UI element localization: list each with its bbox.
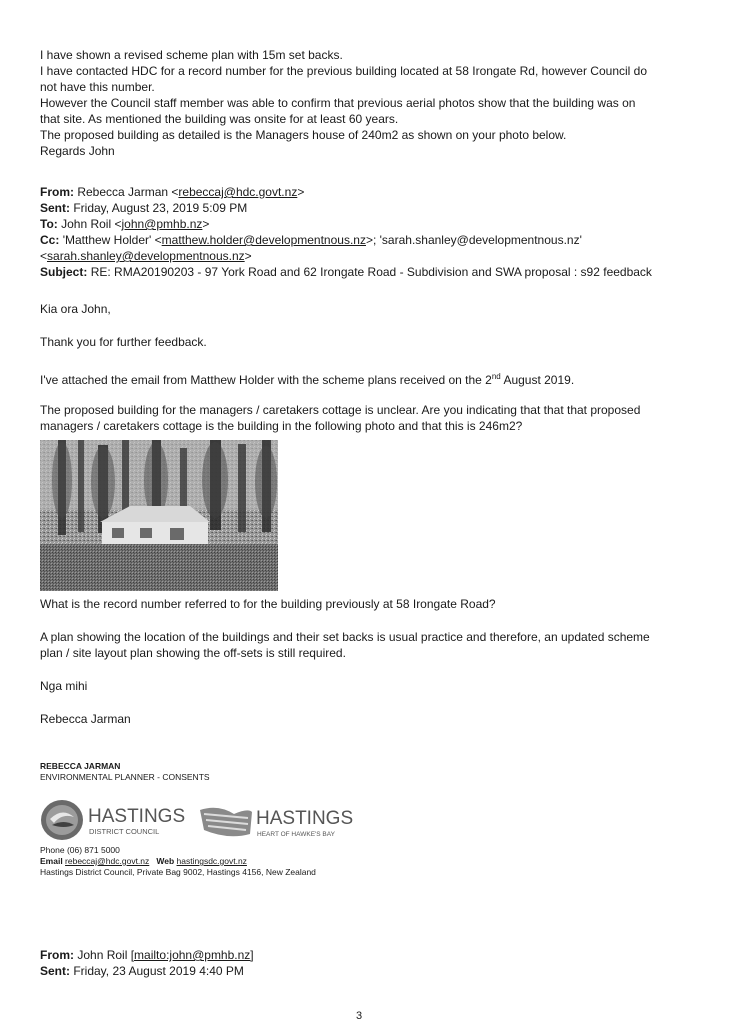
header-from xyxy=(40,185,304,200)
logo1-main-text: HASTINGS xyxy=(88,806,186,827)
header2-mailto-link[interactable]: [mailto:john@pmhb.nz] xyxy=(130,948,254,962)
to-email-link[interactable]: john@pmhb.nz xyxy=(121,217,203,231)
hastings-district-council-logo xyxy=(40,795,190,845)
signature-phone: Phone (06) 871 5000 xyxy=(40,845,120,855)
building-photo xyxy=(40,440,278,591)
reply-line-1: I have shown a revised scheme plan with 15m set backs. xyxy=(40,48,343,62)
signature-title: ENVIRONMENTAL PLANNER - CONSENTS xyxy=(40,772,210,782)
cc-name-1: 'Matthew Holder' < xyxy=(62,233,162,247)
from-name: Rebecca Jarman < xyxy=(77,185,179,199)
signature-contact xyxy=(40,856,247,866)
cc-mid: >; 'sarah.shanley@developmentnous.nz' xyxy=(365,233,582,247)
closing: Nga mihi xyxy=(40,679,88,693)
header-sent xyxy=(40,201,247,216)
to-label: To: xyxy=(40,217,58,231)
reply-line-5: that site. As mentioned the building was onsite for at least 60 years. xyxy=(40,112,399,126)
to-close: > xyxy=(202,217,210,231)
hastings-heart-logo-mark xyxy=(198,800,358,844)
reply-line-3: not have this number. xyxy=(40,80,155,94)
cc-email-link-1[interactable]: matthew.holder@developmentnous.nz xyxy=(161,233,366,247)
header2-from-name: John Roil xyxy=(77,948,131,962)
signer-name: Rebecca Jarman xyxy=(40,712,131,726)
building-photo-image xyxy=(40,440,278,591)
greeting: Kia ora John, xyxy=(40,302,111,316)
reply-line-7: Regards John xyxy=(40,144,115,158)
subject-value: RE: RMA20190203 - 97 York Road and 62 Irongate Road - Subdivision and SWA proposal : s92 feedback xyxy=(90,265,652,279)
question-line-2: managers / caretakers cottage is the building in the following photo and that this is 246m2? xyxy=(40,419,523,433)
from-close: > xyxy=(297,185,305,199)
header2-sent xyxy=(40,964,244,979)
signature-email-link[interactable]: rebeccaj@hdc.govt.nz xyxy=(65,856,150,866)
question-line-1: The proposed building for the managers / caretakers cottage is unclear. Are you indicating that that that proposed xyxy=(40,403,641,417)
header2-sent-value: Friday, 23 August 2019 4:40 PM xyxy=(73,964,244,978)
web-label: Web xyxy=(149,856,177,866)
header2-from xyxy=(40,948,254,963)
logo2-main-text: HASTINGS xyxy=(256,808,354,829)
cc-label: Cc: xyxy=(40,233,60,247)
page-number: 3 xyxy=(356,1010,363,1022)
reply-line-6: The proposed building as detailed is the Managers house of 240m2 as shown on your photo below. xyxy=(40,128,567,142)
header-to xyxy=(40,217,209,232)
attached-pre: I've attached the email from Matthew Holder with the scheme plans received on the 2 xyxy=(40,373,492,387)
cc-open-2: < xyxy=(40,249,48,263)
reply-line-4: However the Council staff member was able to confirm that previous aerial photos show that the building was on xyxy=(40,96,636,110)
email-label: Email xyxy=(40,856,66,866)
sent-value: Friday, August 23, 2019 5:09 PM xyxy=(73,201,248,215)
plan-line-2: plan / site layout plan showing the off-sets is still required. xyxy=(40,646,346,660)
header-cc xyxy=(40,233,582,248)
record-question: What is the record number referred to for the building previously at 58 Irongate Road? xyxy=(40,597,496,611)
to-name: John Roil < xyxy=(61,217,122,231)
logo2-sub-text: HEART OF HAWKE'S BAY xyxy=(257,831,335,838)
header2-from-label: From: xyxy=(40,948,74,962)
plan-line-1: A plan showing the location of the buildings and their set backs is usual practice and therefore, an updated scheme xyxy=(40,630,650,644)
cc-close-2: > xyxy=(244,249,252,263)
thanks-line: Thank you for further feedback. xyxy=(40,335,207,349)
cc-email-link-2[interactable]: sarah.shanley@developmentnous.nz xyxy=(47,249,245,263)
attached-line xyxy=(40,369,574,388)
header-subject xyxy=(40,265,652,280)
signature-name: REBECCA JARMAN xyxy=(40,761,121,771)
attached-sup: nd xyxy=(491,372,501,381)
sent-label: Sent: xyxy=(40,201,70,215)
signature-address: Hastings District Council, Private Bag 9002, Hastings 4156, New Zealand xyxy=(40,867,316,877)
logo1-sub-text: DISTRICT COUNCIL xyxy=(89,827,160,836)
from-email-link[interactable]: rebeccaj@hdc.govt.nz xyxy=(178,185,298,199)
signature-web-link[interactable]: hastingsdc.govt.nz xyxy=(176,856,247,866)
attached-post: August 2019. xyxy=(500,373,575,387)
hdc-logo-mark xyxy=(40,795,190,845)
subject-label: Subject: xyxy=(40,265,88,279)
reply-line-2: I have contacted HDC for a record number for the previous building located at 58 Irongate Rd, however Council do xyxy=(40,64,648,78)
header2-sent-label: Sent: xyxy=(40,964,70,978)
hastings-heart-logo xyxy=(198,800,358,844)
from-label: From: xyxy=(40,185,74,199)
header-cc-cont xyxy=(40,249,252,264)
